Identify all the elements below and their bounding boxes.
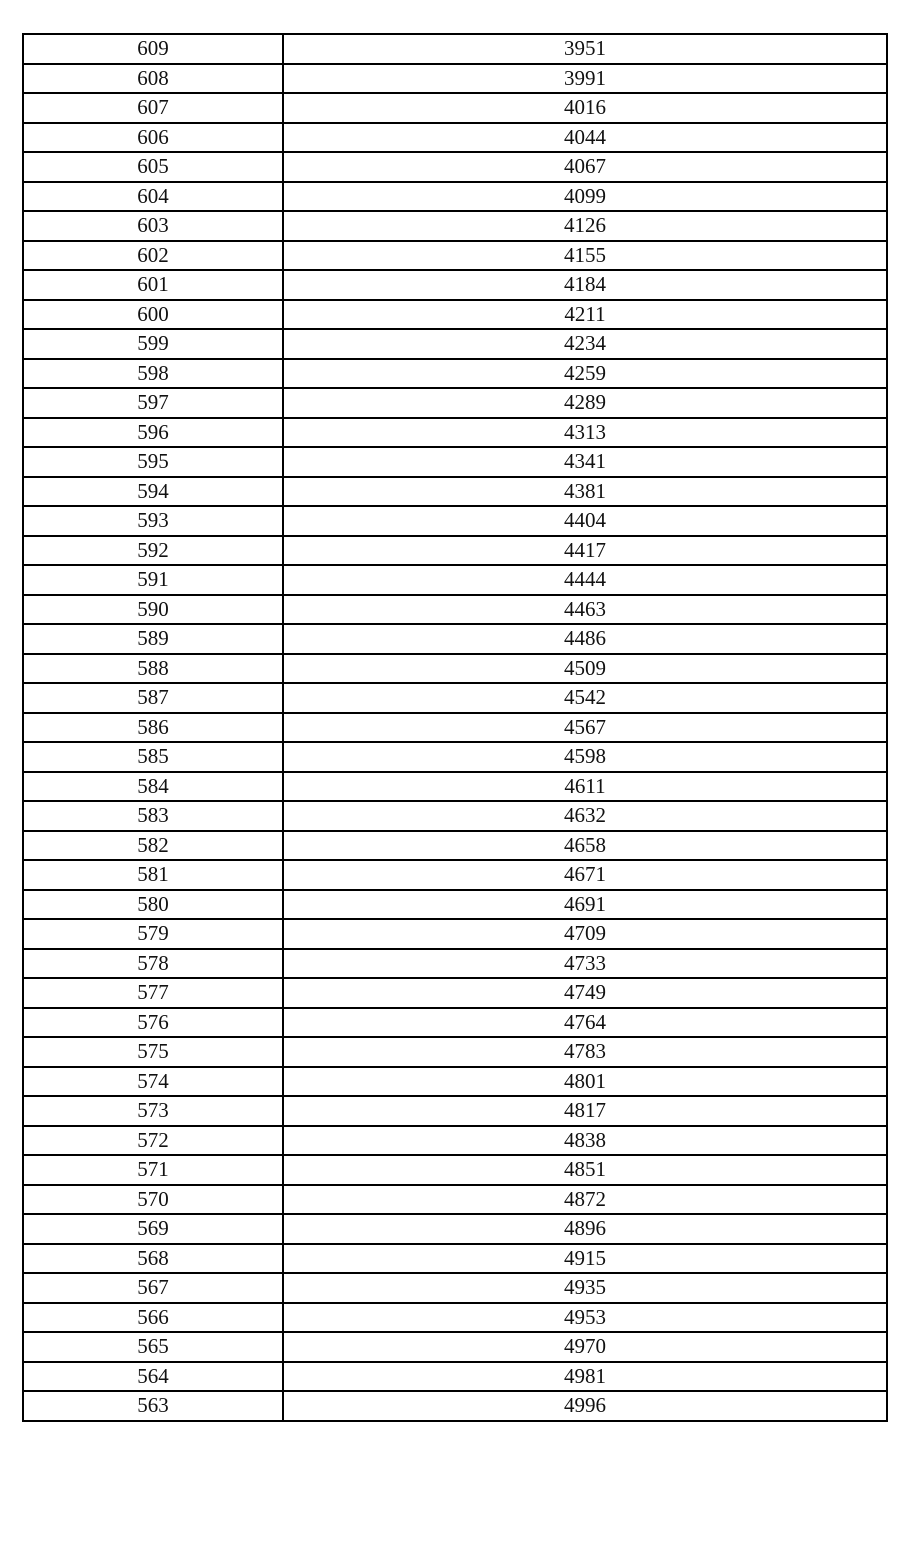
score-cell: 593	[23, 506, 283, 536]
score-cell: 606	[23, 123, 283, 153]
score-table-body	[23, 34, 887, 1421]
count-cell: 4417	[283, 536, 887, 566]
count-cell: 4016	[283, 93, 887, 123]
count-cell: 4184	[283, 270, 887, 300]
score-cell: 602	[23, 241, 283, 271]
score-cell: 584	[23, 772, 283, 802]
count-cell: 4783	[283, 1037, 887, 1067]
score-cell: 568	[23, 1244, 283, 1274]
score-cell: 586	[23, 713, 283, 743]
score-cell: 565	[23, 1332, 283, 1362]
score-cell: 581	[23, 860, 283, 890]
score-cell: 609	[23, 34, 283, 64]
count-cell: 4611	[283, 772, 887, 802]
count-cell: 4126	[283, 211, 887, 241]
count-cell: 4749	[283, 978, 887, 1008]
score-cell: 603	[23, 211, 283, 241]
score-cell: 582	[23, 831, 283, 861]
table-row	[23, 477, 887, 507]
table-row	[23, 1273, 887, 1303]
table-row	[23, 860, 887, 890]
count-cell: 4463	[283, 595, 887, 625]
score-cell: 577	[23, 978, 283, 1008]
table-row	[23, 64, 887, 94]
count-cell: 4044	[283, 123, 887, 153]
table-row	[23, 595, 887, 625]
table-row	[23, 919, 887, 949]
table-row	[23, 93, 887, 123]
table-row	[23, 418, 887, 448]
count-cell: 4801	[283, 1067, 887, 1097]
score-cell: 583	[23, 801, 283, 831]
score-cell: 578	[23, 949, 283, 979]
count-cell: 4915	[283, 1244, 887, 1274]
count-cell: 4099	[283, 182, 887, 212]
score-cell: 585	[23, 742, 283, 772]
score-table	[22, 33, 888, 1422]
count-cell: 4996	[283, 1391, 887, 1421]
count-cell: 4709	[283, 919, 887, 949]
score-cell: 566	[23, 1303, 283, 1333]
score-cell: 563	[23, 1391, 283, 1421]
score-cell: 599	[23, 329, 283, 359]
count-cell: 4817	[283, 1096, 887, 1126]
score-cell: 607	[23, 93, 283, 123]
table-row	[23, 241, 887, 271]
table-row	[23, 1067, 887, 1097]
table-row	[23, 683, 887, 713]
score-cell: 595	[23, 447, 283, 477]
count-cell: 4632	[283, 801, 887, 831]
count-cell: 3991	[283, 64, 887, 94]
score-cell: 598	[23, 359, 283, 389]
count-cell: 4981	[283, 1362, 887, 1392]
table-row	[23, 1008, 887, 1038]
table-row	[23, 270, 887, 300]
score-cell: 596	[23, 418, 283, 448]
count-cell: 4896	[283, 1214, 887, 1244]
count-cell: 4289	[283, 388, 887, 418]
count-cell: 4313	[283, 418, 887, 448]
table-row	[23, 329, 887, 359]
score-cell: 604	[23, 182, 283, 212]
score-cell: 573	[23, 1096, 283, 1126]
score-cell: 600	[23, 300, 283, 330]
count-cell: 4691	[283, 890, 887, 920]
score-cell: 576	[23, 1008, 283, 1038]
count-cell: 4486	[283, 624, 887, 654]
table-row	[23, 742, 887, 772]
score-cell: 572	[23, 1126, 283, 1156]
score-cell: 571	[23, 1155, 283, 1185]
score-cell: 588	[23, 654, 283, 684]
score-cell: 594	[23, 477, 283, 507]
table-row	[23, 300, 887, 330]
table-row	[23, 565, 887, 595]
score-cell: 587	[23, 683, 283, 713]
table-row	[23, 1185, 887, 1215]
score-cell: 592	[23, 536, 283, 566]
count-cell: 4872	[283, 1185, 887, 1215]
score-cell: 564	[23, 1362, 283, 1392]
count-cell: 4155	[283, 241, 887, 271]
table-row	[23, 890, 887, 920]
count-cell: 4067	[283, 152, 887, 182]
count-cell: 4211	[283, 300, 887, 330]
score-cell: 579	[23, 919, 283, 949]
table-row	[23, 801, 887, 831]
table-row	[23, 123, 887, 153]
table-row	[23, 359, 887, 389]
table-row	[23, 978, 887, 1008]
table-row	[23, 1096, 887, 1126]
table-row	[23, 1037, 887, 1067]
score-cell: 580	[23, 890, 283, 920]
count-cell: 4658	[283, 831, 887, 861]
count-cell: 4733	[283, 949, 887, 979]
table-row	[23, 1303, 887, 1333]
count-cell: 4935	[283, 1273, 887, 1303]
count-cell: 4259	[283, 359, 887, 389]
score-cell: 608	[23, 64, 283, 94]
count-cell: 4509	[283, 654, 887, 684]
count-cell: 4404	[283, 506, 887, 536]
score-cell: 570	[23, 1185, 283, 1215]
score-cell: 591	[23, 565, 283, 595]
table-row	[23, 1244, 887, 1274]
score-cell: 567	[23, 1273, 283, 1303]
table-row	[23, 447, 887, 477]
score-cell: 589	[23, 624, 283, 654]
table-row	[23, 949, 887, 979]
table-row	[23, 1126, 887, 1156]
table-row	[23, 624, 887, 654]
count-cell: 4953	[283, 1303, 887, 1333]
table-row	[23, 506, 887, 536]
table-row	[23, 831, 887, 861]
score-cell: 590	[23, 595, 283, 625]
table-row	[23, 388, 887, 418]
count-cell: 4542	[283, 683, 887, 713]
count-cell: 4970	[283, 1332, 887, 1362]
count-cell: 4234	[283, 329, 887, 359]
table-row	[23, 654, 887, 684]
table-row	[23, 1155, 887, 1185]
score-cell: 574	[23, 1067, 283, 1097]
table-row	[23, 1214, 887, 1244]
table-row	[23, 211, 887, 241]
score-cell: 569	[23, 1214, 283, 1244]
table-row	[23, 772, 887, 802]
table-row	[23, 1332, 887, 1362]
table-row	[23, 152, 887, 182]
count-cell: 4838	[283, 1126, 887, 1156]
score-cell: 601	[23, 270, 283, 300]
count-cell: 4764	[283, 1008, 887, 1038]
count-cell: 4567	[283, 713, 887, 743]
count-cell: 3951	[283, 34, 887, 64]
count-cell: 4671	[283, 860, 887, 890]
count-cell: 4598	[283, 742, 887, 772]
score-cell: 597	[23, 388, 283, 418]
count-cell: 4851	[283, 1155, 887, 1185]
count-cell: 4381	[283, 477, 887, 507]
score-cell: 575	[23, 1037, 283, 1067]
table-row	[23, 182, 887, 212]
count-cell: 4341	[283, 447, 887, 477]
score-cell: 605	[23, 152, 283, 182]
table-row	[23, 713, 887, 743]
table-row	[23, 1391, 887, 1421]
table-row	[23, 1362, 887, 1392]
table-row	[23, 34, 887, 64]
count-cell: 4444	[283, 565, 887, 595]
table-row	[23, 536, 887, 566]
